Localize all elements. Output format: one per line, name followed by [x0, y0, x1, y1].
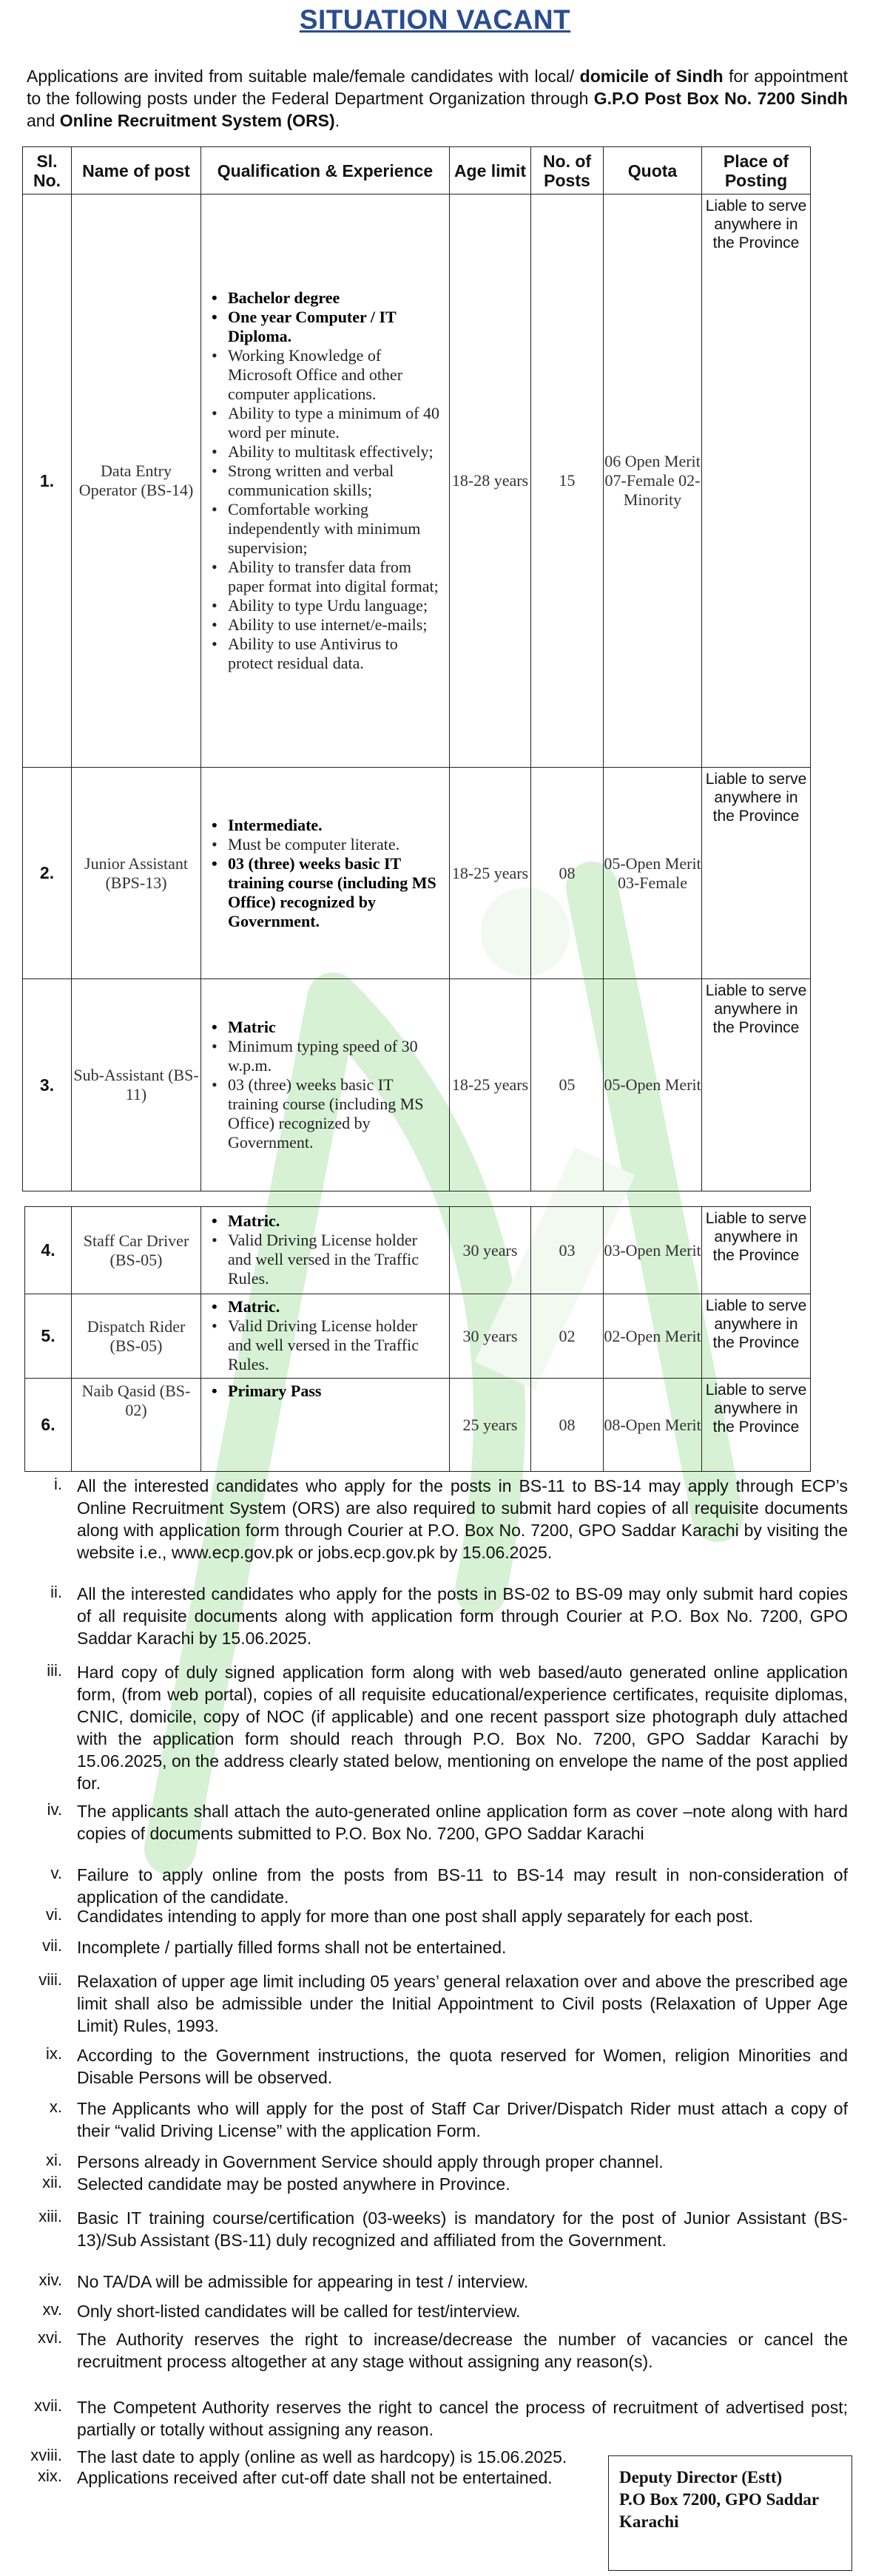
table-row — [25, 1294, 811, 1379]
row-place: Liable to serve anywhere in the Province — [702, 1294, 811, 1379]
row-posts: 05 — [531, 979, 604, 1191]
header-qualification: Qualification & Experience — [201, 147, 450, 195]
header-sl: Sl. No. — [23, 147, 72, 195]
table-row — [25, 1379, 811, 1472]
row-age: 30 years — [450, 1294, 531, 1379]
row-quota: 05-Open Merit 03-Female — [604, 768, 702, 979]
table-row — [23, 768, 811, 979]
table-row — [23, 979, 811, 1191]
qualification-item: • Ability to type Urdu language; — [210, 596, 445, 615]
row-age: 18-25 years — [450, 979, 531, 1191]
row-age: 30 years — [450, 1207, 531, 1294]
row-qualifications — [201, 1379, 450, 1472]
row-sl: 2. — [23, 768, 72, 979]
header-age: Age limit — [450, 147, 531, 195]
qualification-item: • Must be computer literate. — [210, 835, 445, 854]
row-posts: 03 — [531, 1207, 604, 1294]
row-qualifications — [201, 979, 450, 1191]
qualification-item: • Valid Driving License holder and well versed in the Traffic Rules. — [210, 1231, 445, 1288]
table-row — [23, 195, 811, 768]
row-quota: 03-Open Merit — [604, 1207, 702, 1294]
qualification-item: • Ability to transfer data from paper format into digital format; — [210, 558, 445, 596]
row-quota: 08-Open Merit — [604, 1379, 702, 1472]
row-age: 18-28 years — [450, 195, 531, 768]
row-qualifications — [201, 195, 450, 768]
table-row — [25, 1207, 811, 1294]
row-sl: 4. — [25, 1207, 72, 1294]
signature-city: Karachi — [619, 2512, 679, 2531]
row-place: Liable to serve anywhere in the Province — [702, 768, 811, 979]
row-place: Liable to serve anywhere in the Province — [702, 1207, 811, 1294]
qualification-item: • Minimum typing speed of 30 w.p.m. — [210, 1037, 445, 1075]
row-quota: 06 Open Merit 07-Female 02-Minority — [604, 195, 702, 768]
header-place: Place of Posting — [702, 147, 811, 195]
row-posts: 08 — [531, 768, 604, 979]
header-posts: No. of Posts — [531, 147, 604, 195]
qualification-item: • Bachelor degree — [210, 288, 445, 308]
row-age: 25 years — [450, 1379, 531, 1472]
row-sl: 3. — [23, 979, 72, 1191]
row-age: 18-25 years — [450, 768, 531, 979]
row-quota: 05-Open Merit — [604, 979, 702, 1191]
header-post: Name of post — [72, 147, 201, 195]
qualification-item: • Ability to type a minimum of 40 word per minute. — [210, 404, 445, 442]
signature-title: Deputy Director (Estt) — [619, 2468, 783, 2487]
row-posts: 02 — [531, 1294, 604, 1379]
row-post: Dispatch Rider (BS-05) — [72, 1294, 201, 1379]
signature-block — [608, 2455, 852, 2571]
vacancy-table — [22, 146, 811, 1191]
row-posts: 15 — [531, 195, 604, 768]
signature-address: P.O Box 7200, GPO Saddar — [619, 2490, 820, 2509]
row-post: Naib Qasid (BS-02) — [72, 1379, 201, 1472]
page-title: SITUATION VACANT — [299, 4, 571, 35]
vacancy-table-continued — [24, 1206, 811, 1472]
qualification-item: • Ability to multitask effectively; — [210, 442, 445, 462]
row-place: Liable to serve anywhere in the Province — [702, 195, 811, 768]
qualification-item: • 03 (three) weeks basic IT training course (including MS Office) recognized by Government. — [210, 1075, 445, 1152]
row-qualifications — [201, 1207, 450, 1294]
row-quota: 02-Open Merit — [604, 1294, 702, 1379]
row-post: Junior Assistant (BPS-13) — [72, 768, 201, 979]
row-post: Sub-Assistant (BS-11) — [72, 979, 201, 1191]
qualification-item: • Intermediate. — [210, 816, 445, 835]
table-header-row — [23, 147, 811, 195]
qualification-item: • Working Knowledge of Microsoft Office and other computer applications. — [210, 346, 445, 404]
row-qualifications — [201, 768, 450, 979]
qualification-item: • Ability to use internet/e-mails; — [210, 615, 445, 635]
row-sl: 5. — [25, 1294, 72, 1379]
qualification-item: • Matric. — [210, 1297, 445, 1316]
qualification-item: • Valid Driving License holder and well versed in the Traffic Rules. — [210, 1316, 445, 1374]
row-post: Data Entry Operator (BS-14) — [72, 195, 201, 768]
qualification-item: • Matric. — [210, 1211, 445, 1231]
row-posts: 08 — [531, 1379, 604, 1472]
qualification-item: • Comfortable working independently with minimum supervision; — [210, 500, 445, 558]
intro-paragraph: Applications are invited from suitable male/female candidates with local/ domicile of Sindh for appointment to the following posts under the Federal Department Organization through G.P.O Post Box No. 7200 Sindh and Online Recruitment System (ORS). — [27, 67, 849, 130]
row-sl: 1. — [23, 195, 72, 768]
row-qualifications — [201, 1294, 450, 1379]
row-sl: 6. — [25, 1379, 72, 1472]
qualification-item: • Strong written and verbal communication skills; — [210, 462, 445, 500]
qualification-item: • 03 (three) weeks basic IT training course (including MS Office) recognized by Government. — [210, 854, 445, 931]
header-quota: Quota — [604, 147, 702, 195]
qualification-item: • Matric — [210, 1018, 445, 1037]
row-post: Staff Car Driver (BS-05) — [72, 1207, 201, 1294]
qualification-item: • One year Computer / IT Diploma. — [210, 308, 445, 346]
row-place: Liable to serve anywhere in the Province — [702, 1379, 811, 1472]
qualification-item: • Ability to use Antivirus to protect residual data. — [210, 635, 445, 673]
row-place: Liable to serve anywhere in the Province — [702, 979, 811, 1191]
qualification-item: • Primary Pass — [210, 1382, 445, 1401]
